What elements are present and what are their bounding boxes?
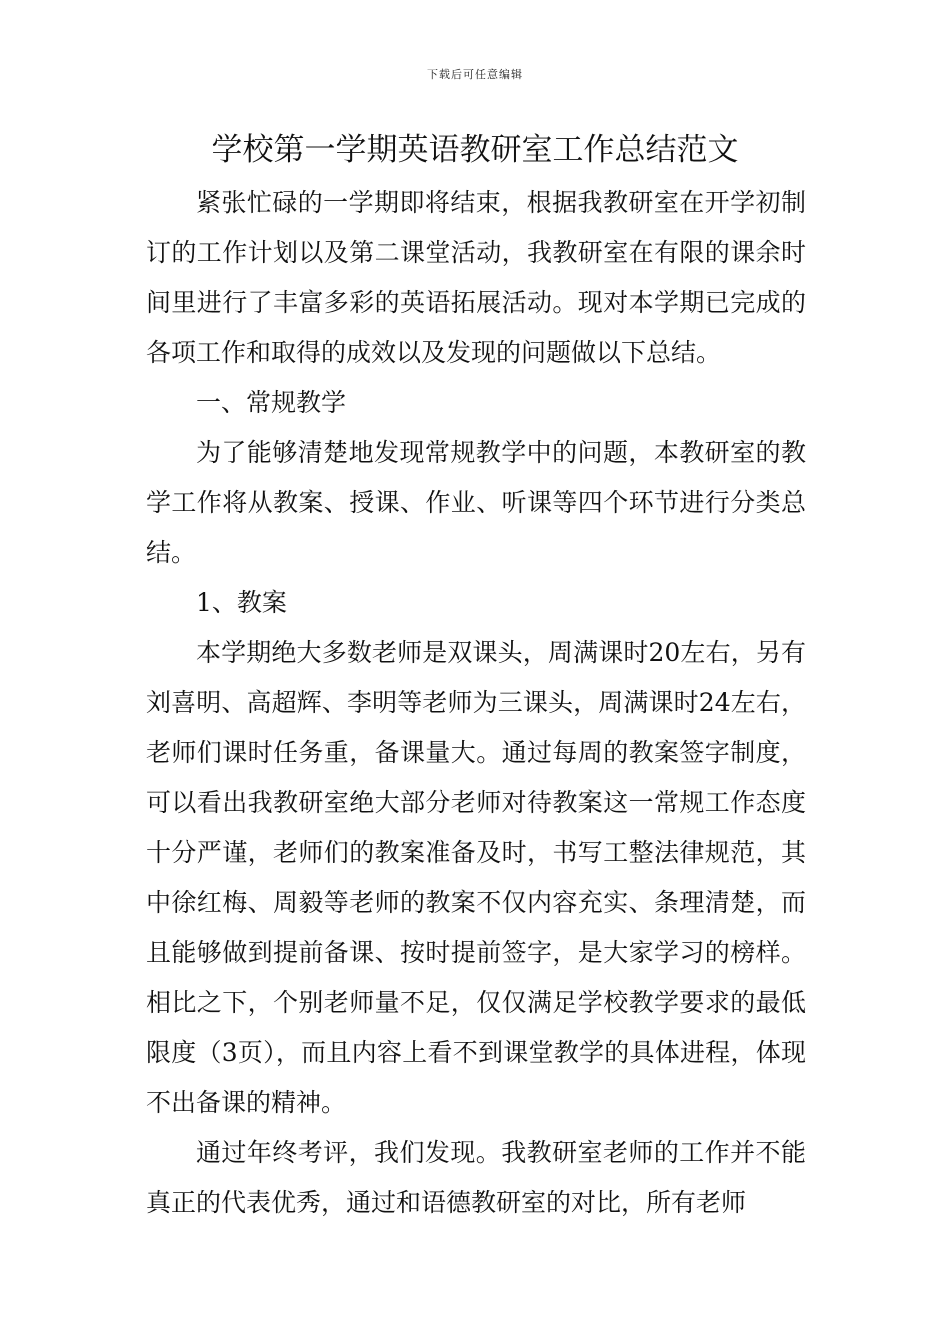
document-body bbox=[146, 178, 806, 1228]
header-note: 下载后可任意编辑 bbox=[427, 68, 523, 81]
paragraph-lesson-plans: 本学期绝大多数老师是双课头，周满课时20左右，另有刘喜明、高超辉、李明等老师为三课头，周满课时24左右，老师们课时任务重，备课量大。通过每周的教案签字制度，可以看出我教研室绝大部分老师对待教案这一常规工作态度十分严谨，老师们的教案准备及时，书写工整法律规范，其中徐红梅、周毅等老师的教案不仅内容充实、条理清楚，而且能够做到提前备课、按时提前签字，是大家学习的榜样。相比之下，个别老师量不足，仅仅满足学校教学要求的最低限度（3页），而且内容上看不到课堂教学的具体进程，体现不出备课的精神。 bbox=[146, 638, 806, 1117]
paragraph-routine-teaching: 为了能够清楚地发现常规教学中的问题，本教研室的教学工作将从教案、授课、作业、听课等四个环节进行分类总结。 bbox=[146, 438, 806, 567]
paragraph-year-end-review: 通过年终考评，我们发现。我教研室老师的工作并不能真正的代表优秀，通过和语德教研室的对比，所有老师 bbox=[146, 1138, 806, 1217]
document-title: 学校第一学期英语教研室工作总结范文 bbox=[211, 132, 739, 168]
paragraph-intro: 紧张忙碌的一学期即将结束，根据我教研室在开学初制订的工作计划以及第二课堂活动，我教研室在有限的课余时间里进行了丰富多彩的英语拓展活动。现对本学期已完成的各项工作和取得的成效以及发现的问题做以下总结。 bbox=[146, 188, 806, 367]
section-heading-routine-teaching: 一、常规教学 bbox=[196, 388, 347, 417]
subsection-heading-lesson-plans: 1、教案 bbox=[196, 588, 287, 617]
